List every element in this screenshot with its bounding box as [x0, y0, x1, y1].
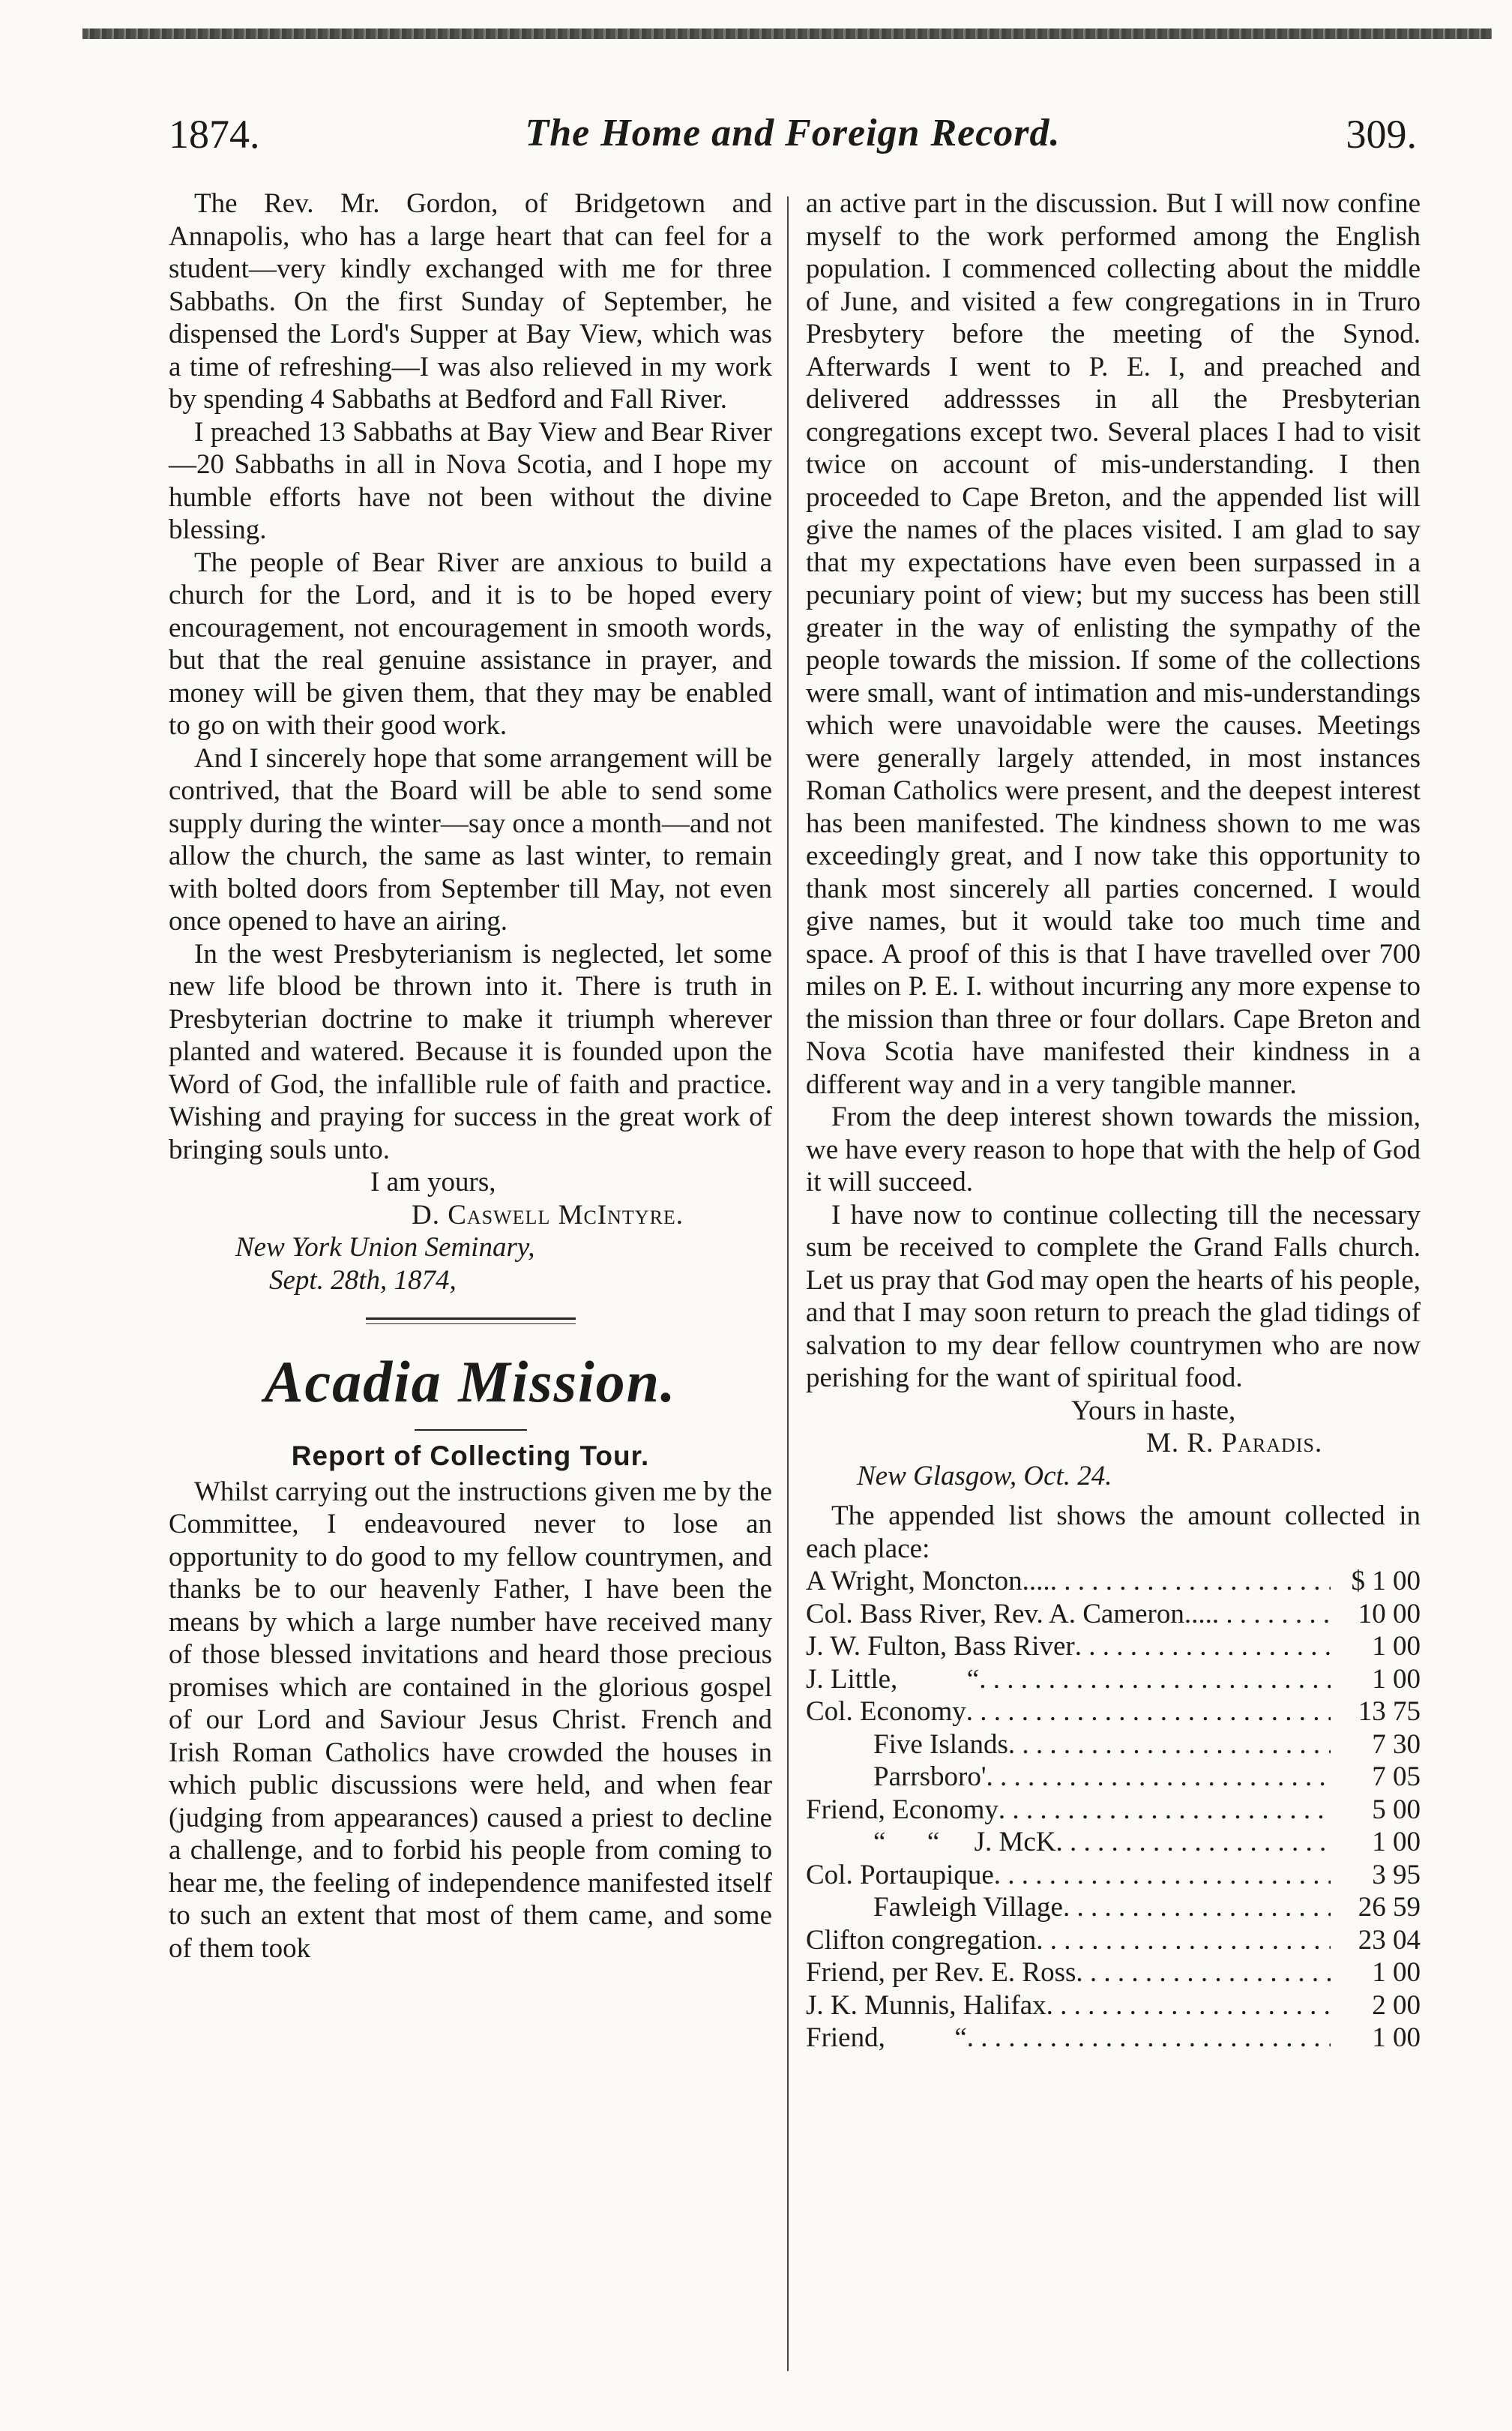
list-amount: 2 00: [1372, 1989, 1421, 2021]
right-column: [806, 187, 1421, 2055]
list-item: [806, 1956, 1421, 1989]
report-title: Report of Collecting Tour.: [291, 1440, 650, 1471]
list-item: [806, 1695, 1421, 1728]
list-item: [806, 1989, 1421, 2022]
list-place: Col. Portaupique: [806, 1859, 994, 1890]
list-item: [806, 1826, 1421, 1859]
list-item: [806, 1924, 1421, 1957]
list-item: [806, 1891, 1421, 1924]
list-place: Five Islands: [873, 1728, 1008, 1760]
list-item: [806, 1630, 1421, 1663]
list-intro: The appended list shows the amount collected in each place:: [806, 1500, 1421, 1564]
list-amount: 10 00: [1358, 1598, 1421, 1629]
paragraph: And I sincerely hope that some arrangement will be contrived, that the Board will be able to send some supply during the winter—say once a month—and not allow the church, the same as last winter, to remain with bolted doors from September till May, not even once opened to have an airing.: [169, 742, 772, 937]
list-amount: 1 00: [1372, 1827, 1421, 1857]
list-item: [806, 1598, 1421, 1631]
paragraph: Whilst carrying out the instructions given me by the Committee, I endeavoured never to lose an opportunity to do good to my fellow countrymen, and thanks be to our heavenly Father, I have been the means by which a large number have received many of those blessed invitations and heard those precious promises which are contained in the glorious gospel of our Lord and Saviour Jesus Christ. French and Irish Roman Catholics have crowded the houses in which public discussions were held, and when fear (judging from appearances) caused a priest to decline a challenge, and to forbid his people from coming to hear me, the feeling of independence manifested itself to such an extent that most of them came, and some of them took: [169, 1476, 772, 1964]
place: New York Union Seminary,: [235, 1232, 535, 1263]
list-amount: 3 95: [1372, 1859, 1421, 1890]
list-place: Fawleigh Village: [873, 1892, 1063, 1923]
list-amount: 7 30: [1372, 1728, 1421, 1760]
top-rule: [82, 28, 1492, 39]
section-title: Acadia Mission.: [264, 1349, 677, 1414]
column-divider: [787, 196, 789, 2371]
paragraph: I preached 13 Sabbaths at Bay View and Bear River—20 Sabbaths in all in Nova Scotia, and I hope my humble efforts have not been without the divine blessing.: [169, 416, 772, 545]
date: Sept. 28th, 1874,: [269, 1264, 457, 1296]
title-rule: [415, 1429, 527, 1431]
header-year: 1874.: [169, 112, 260, 157]
list-amount: 23 04: [1358, 1924, 1421, 1956]
list-item: [806, 1794, 1421, 1827]
list-item: [806, 2022, 1421, 2055]
section-rule: [366, 1317, 576, 1324]
left-column: [169, 187, 772, 1965]
header-title: The Home and Foreign Record.: [525, 112, 1061, 154]
paragraph: The people of Bear River are anxious to build a church for the Lord, and it is to be hoped every encouragement, not encouragement in smooth words, but that the real genuine assistance in prayer, and money will be given them, that they may be enabled to go on with their good work.: [169, 547, 772, 741]
list-place: “ “ J. McK: [873, 1827, 1056, 1857]
list-place: Parrsboro': [873, 1761, 987, 1792]
list-item: [806, 1565, 1421, 1598]
list-place: Col. Economy: [806, 1696, 966, 1727]
list-amount: 5 00: [1372, 1794, 1421, 1825]
signature: D. Caswell McIntyre.: [412, 1199, 684, 1230]
paragraph: I have now to continue collecting till the necessary sum be received to complete the Grand Falls church. Let us pray that God may open the hearts of his people, and that I may soon return to preach the glad tidings of salvation to my dear fellow countrymen who are now perishing for the want of spiritual food.: [806, 1199, 1421, 1393]
paragraph: an active part in the discussion. But I will now confine myself to the work performed among the English population. I commenced collecting about the middle of June, and visited a few congregations in in Truro Presbytery before the meeting of the Synod. Afterwards I went to P. E. I, and preached and delivered addressses in all the Presbyterian congregations except two. Several places I had to visit twice on account of mis-understanding. I then proceeded to Cape Breton, and the appended list will give the names of the places visited. I am glad to say that my expectations have even been surpassed in a pecuniary point of view; but my success has been still greater in the way of enlisting the sympathy of the people towards the mission. If some of the collections were small, want of intimation and mis-understandings which were unavoidable were the causes. Meetings were generally largely attended, in most instances Roman Catholics were present, and the deepest interest has been manifested. The kindness shown to me was exceedingly great, and I now take this opportunity to thank most sincerely all parties concerned. I would give names, but it would take too much time and space. A proof of this is that I have travelled over 700 miles on P. E. I. without incurring any more expense to the mission than three or four dollars. Cape Breton and Nova Scotia have manifested their kindness in a different way and in a very tangible manner.: [806, 188, 1421, 1100]
list-item: [806, 1761, 1421, 1794]
list-place: Clifton congregation: [806, 1924, 1037, 1956]
place-date: New Glasgow, Oct. 24.: [857, 1460, 1112, 1491]
running-header: [169, 111, 1417, 171]
collection-list: [806, 1565, 1421, 2055]
list-amount: 1 00: [1372, 2022, 1421, 2053]
list-amount: 1 00: [1372, 1957, 1421, 1988]
paragraph: The Rev. Mr. Gordon, of Bridgetown and Annapolis, who has a large heart that can feel for a student—very kindly exchanged with me for three Sabbaths. On the first Sunday of September, he dispensed the Lord's Supper at Bay View, which was a time of refreshing—I was also relieved in my work by spending 4 Sabbaths at Bedford and Fall River.: [169, 188, 772, 415]
paragraph: From the deep interest shown towards the mission, we have every reason to hope that with the help of God it will succeed.: [806, 1102, 1421, 1198]
list-amount: $ 1 00: [1351, 1566, 1421, 1596]
list-place: Col. Bass River, Rev. A. Cameron....: [806, 1598, 1212, 1629]
list-place: Friend, “: [806, 2022, 967, 2053]
list-item: [806, 1663, 1421, 1696]
closing: I am yours,: [370, 1167, 496, 1198]
signature: M. R. Paradis.: [1146, 1428, 1323, 1458]
list-amount: 1 00: [1372, 1631, 1421, 1662]
list-place: Friend, per Rev. E. Ross: [806, 1957, 1076, 1988]
list-item: [806, 1728, 1421, 1761]
list-item: [806, 1859, 1421, 1892]
list-place: J. W. Fulton, Bass River: [806, 1631, 1075, 1662]
list-amount: 1 00: [1372, 1663, 1421, 1695]
list-place: Friend, Economy: [806, 1794, 999, 1825]
page-number: 309.: [1346, 112, 1417, 157]
list-place: A Wright, Moncton....: [806, 1566, 1050, 1596]
list-amount: 26 59: [1358, 1892, 1421, 1923]
list-amount: 7 05: [1372, 1761, 1421, 1792]
closing: Yours in haste,: [1071, 1395, 1236, 1426]
list-place: J. Little, “: [806, 1663, 980, 1695]
list-place: J. K. Munnis, Halifax: [806, 1989, 1046, 2021]
list-amount: 13 75: [1358, 1696, 1421, 1727]
paragraph: In the west Presbyterianism is neglected, let some new life blood be thrown into it. There is truth in Presbyterian doctrine to make it triumph wherever planted and watered. Because it is founded upon the Word of God, the infallible rule of faith and practice. Wishing and praying for success in the great work of bringing souls unto.: [169, 938, 772, 1165]
